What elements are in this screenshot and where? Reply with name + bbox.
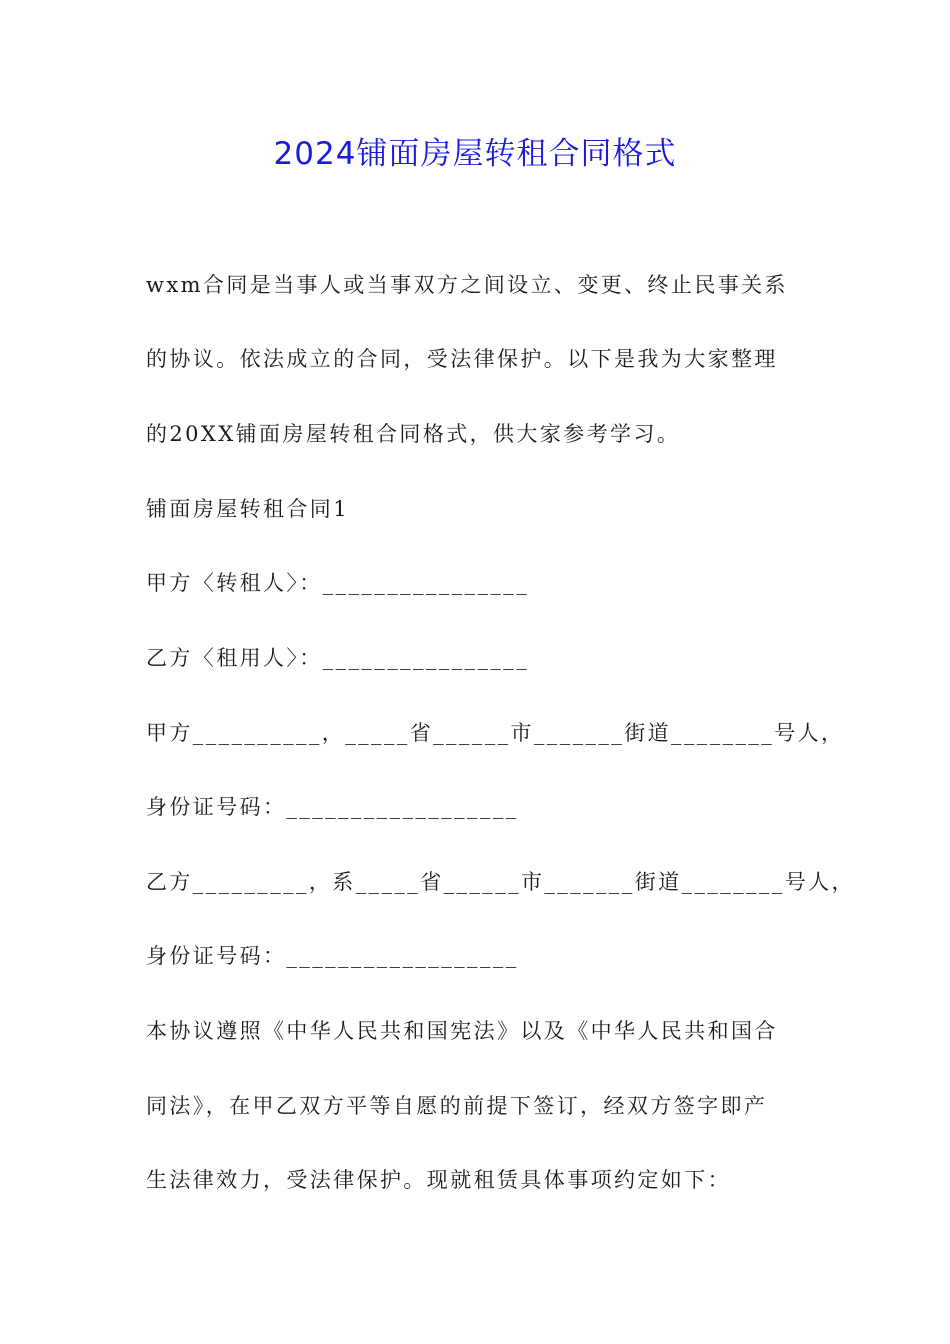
agreement-line-1: 本协议遵照《中华人民共和国宪法》以及《中华人民共和国合 [146, 1019, 778, 1043]
party-a-line: 甲方〈转租人〉：________________ [146, 571, 530, 595]
document-title: 2024铺面房屋转租合同格式 [273, 136, 677, 172]
contract-heading: 铺面房屋转租合同1 [146, 497, 349, 521]
agreement-line-2: 同法》，在甲乙双方平等自愿的前提下签订，经双方签字即产 [146, 1094, 768, 1118]
party-b-id-line: 身份证号码：__________________ [146, 944, 519, 968]
intro-line-1: wxm合同是当事人或当事双方之间设立、变更、终止民事关系 [146, 273, 788, 297]
intro-line-2: 的协议。依法成立的合同，受法律保护。以下是我为大家整理 [146, 347, 778, 371]
party-a-id-line: 身份证号码：__________________ [146, 795, 519, 819]
party-b-address-line: 乙方_________，系_____省______市_______街道________号人， [146, 870, 855, 894]
party-a-address-line: 甲方__________，_____省______市_______街道________号人， [146, 721, 845, 745]
agreement-line-3: 生法律效力，受法律保护。现就租赁具体事项约定如下： [146, 1168, 731, 1192]
party-b-line: 乙方〈租用人〉：________________ [146, 646, 530, 670]
intro-line-3: 的20XX铺面房屋转租合同格式，供大家参考学习。 [146, 422, 681, 446]
